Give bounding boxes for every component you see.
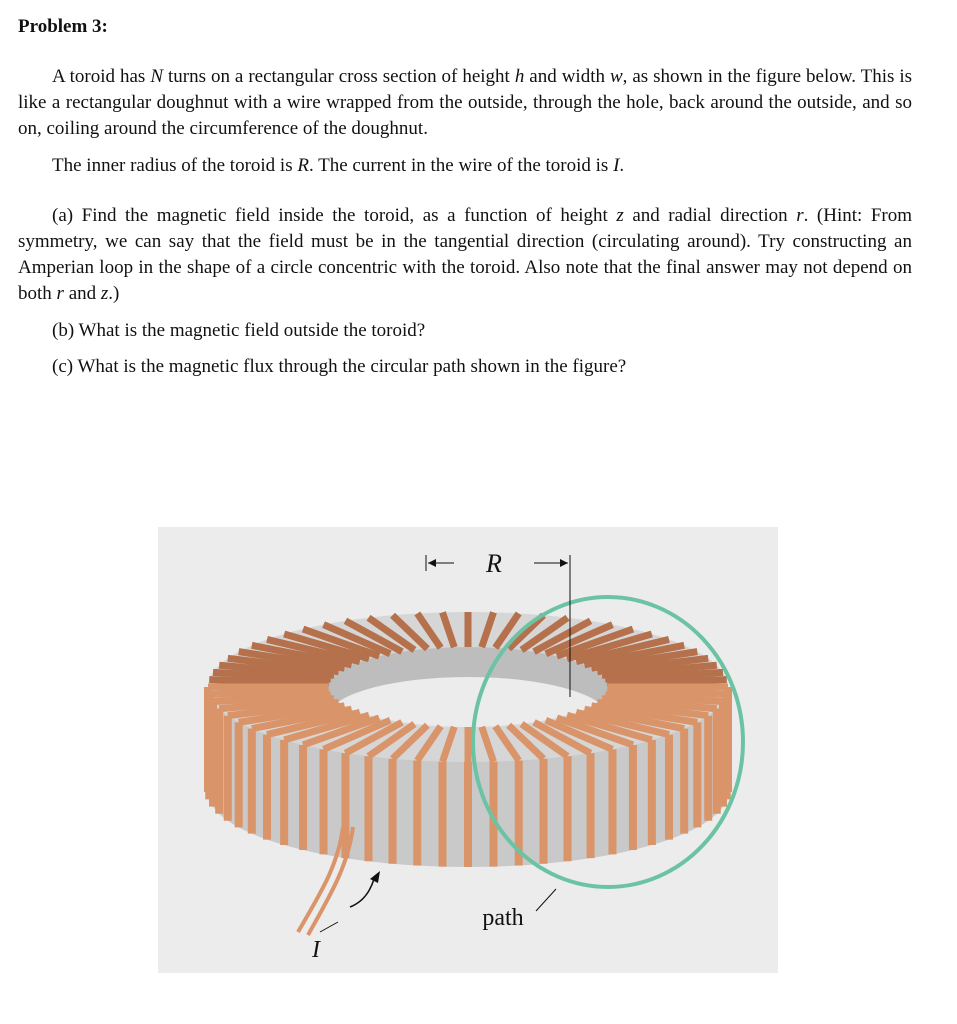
toroid-illustration [158, 527, 778, 973]
radius-arrowhead-right [560, 559, 568, 567]
intro-paragraph: A toroid has N turns on a rectangular cross section of height h and width w, as shown in the figure below. This is like a rectangular doughnut with a wire wrapped from the outside, through the hole, back around the outside, and so on, coiling around the circumference of the doughnut. [18, 66, 913, 139]
current-label-line [320, 922, 338, 932]
part-c-question: (c) What is the magnetic flux through the circular path shown in the figure? [52, 356, 627, 377]
radius-label: R [486, 549, 502, 578]
path-label: path [482, 905, 524, 931]
radius-arrowhead-left [428, 559, 436, 567]
current-label: I [312, 937, 320, 963]
var-N: N [150, 66, 163, 87]
current-arrowhead [370, 871, 380, 883]
part-b-question: (b) What is the magnetic field outside the toroid? [52, 320, 426, 341]
current-arrow [350, 879, 374, 907]
var-h: h [514, 66, 525, 87]
problem-title: Problem 3: [18, 16, 108, 37]
var-w: w [609, 66, 623, 87]
winding-top-segment [209, 691, 328, 694]
winding-top-segment [607, 680, 726, 683]
part-a-question: (a) Find the magnetic field inside the toroid, as a function of height z and radial direction r. (Hint: From symmetry, we can say that the field must be in the tangential direction (circulating around). Try constructing an Amperian loop in the shape of a circle concentric with the toroid. Also note that the final answer may not depend on both r and z.) [18, 205, 912, 304]
toroid-figure [158, 527, 778, 973]
radius-current-paragraph: The inner radius of the toroid is R. The current in the wire of the toroid is I. [52, 155, 625, 176]
var-I: I [613, 155, 620, 176]
path-label-line [536, 889, 556, 911]
var-R: R [297, 155, 309, 176]
